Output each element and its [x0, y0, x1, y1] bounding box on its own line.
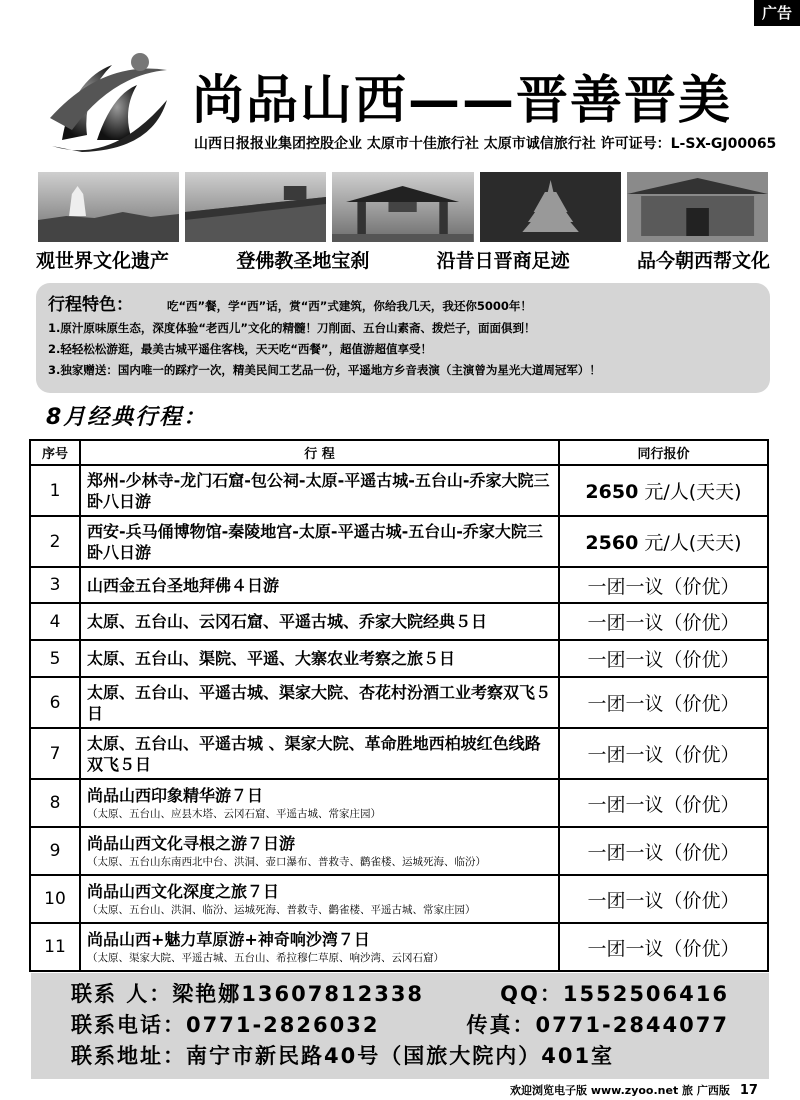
- row-number: 8: [30, 779, 80, 827]
- table-row: [30, 465, 768, 516]
- footer-text: 欢迎浏览电子版 www.zyoo.net 旅 广西版: [510, 1084, 730, 1097]
- photo-captions: [36, 246, 770, 273]
- row-route: [80, 516, 559, 567]
- row-price: [559, 827, 768, 875]
- price-unit: 元/人(天天): [644, 481, 742, 503]
- table-row: [30, 640, 768, 677]
- page-title: 尚品山西——晋善晋美: [192, 71, 733, 131]
- features-label: 行程特色：: [48, 295, 133, 315]
- table-row: [30, 603, 768, 640]
- photo-wooden-pagoda: [480, 172, 621, 242]
- row-route: [80, 677, 559, 728]
- table-row: [30, 923, 768, 971]
- row-number: 5: [30, 640, 80, 677]
- row-route: [80, 779, 559, 827]
- price-amount: 2650: [585, 481, 639, 503]
- route-title: 太原、五台山、渠院、平遥、大寨农业考察之旅５日: [87, 649, 456, 668]
- route-detail: （太原、五台山、应县木塔、云冈石窟、平遥古城、常家庄园）: [87, 807, 381, 820]
- caption-4: 品今朝西帮文化: [636, 250, 770, 272]
- table-row: [30, 567, 768, 603]
- table-row: [30, 516, 768, 567]
- row-price: [559, 779, 768, 827]
- company-logo: [42, 40, 174, 160]
- feature-item-2: 2.轻轻松松游逛，最美古城平遥住客栈，天天吃“西餐”，超值游超值享受！: [48, 342, 432, 356]
- route-title: 西安-兵马俑博物馆-秦陵地宫-太原-平遥古城-五台山-乔家大院三卧八日游: [87, 521, 543, 562]
- header-route: 行 程: [80, 440, 559, 465]
- route-title: 郑州-少林寺-龙门石窟-包公祠-太原-平遥古城-五台山-乔家大院三卧八日游: [87, 470, 550, 511]
- row-number: 3: [30, 567, 80, 603]
- page-footer: [510, 1082, 758, 1098]
- row-route: [80, 923, 559, 971]
- section-title: 8月经典行程：: [46, 405, 208, 430]
- price-unit: 一团一议（价优）: [587, 744, 740, 766]
- table-row: [30, 677, 768, 728]
- table-row: [30, 779, 768, 827]
- row-number: 6: [30, 677, 80, 728]
- row-price: [559, 677, 768, 728]
- itinerary-table: [29, 439, 769, 972]
- row-price: [559, 603, 768, 640]
- row-route: [80, 728, 559, 779]
- caption-2: 登佛教圣地宝刹: [236, 250, 370, 272]
- row-price: [559, 728, 768, 779]
- route-title: 太原、五台山、平遥古城、渠家大院、杏花村汾酒工业考察双飞５日: [87, 682, 552, 723]
- header-price: 同行报价: [559, 440, 768, 465]
- route-detail: （太原、五台山、洪洞、临汾、运城死海、普救寺、鹳雀楼、平遥古城、常家庄园）: [87, 903, 476, 916]
- contact-fax: 传真：0771-2844077: [466, 1013, 729, 1037]
- photo-pagoda-temple: [38, 172, 179, 242]
- table-header-row: [30, 440, 768, 465]
- contact-phone: 联系电话：0771-2826032: [71, 1013, 380, 1037]
- row-number: 4: [30, 603, 80, 640]
- price-unit: 一团一议（价优）: [587, 889, 740, 912]
- row-route: [80, 640, 559, 677]
- caption-3: 沿昔日晋商足迹: [436, 250, 570, 272]
- row-number: 11: [30, 923, 80, 971]
- photo-strip: [38, 172, 768, 242]
- row-number: 2: [30, 516, 80, 567]
- route-title: 尚品山西文化深度之旅７日: [87, 881, 280, 901]
- page-number: 17: [739, 1083, 758, 1098]
- price-unit: 一团一议（价优）: [587, 612, 740, 634]
- price-amount: 2560: [585, 532, 639, 554]
- contact-person: 联系 人：梁艳娜13607812338: [71, 982, 425, 1006]
- photo-memorial-archway: [332, 172, 473, 242]
- price-unit: 一团一议（价优）: [587, 575, 740, 598]
- row-price: [559, 875, 768, 923]
- contact-address: 联系地址：南宁市新民路40号（国旅大院内）401室: [71, 1044, 615, 1068]
- company-credentials: 山西日报报业集团控股企业 太原市十佳旅行社 太原市诚信旅行社 许可证号：L-SX-GJ00065: [194, 136, 777, 152]
- price-unit: 一团一议（价优）: [587, 841, 740, 864]
- row-number: 10: [30, 875, 80, 923]
- price-unit: 一团一议（价优）: [587, 693, 740, 715]
- row-price: [559, 516, 768, 567]
- row-route: [80, 827, 559, 875]
- route-detail: （太原、五台山东南西北中台、洪洞、壶口瀑布、普救寺、鹳雀楼、运城死海、临汾）: [87, 855, 486, 868]
- table-row: [30, 875, 768, 923]
- route-title: 尚品山西+魅力草原游+神奇响沙湾７日: [87, 929, 370, 949]
- feature-item-1: 1.原汁原味原生态，深度体验“老西儿”文化的精髓！刀削面、五台山素斋、拨烂子，面面俱到！: [48, 321, 536, 335]
- table-row: [30, 728, 768, 779]
- row-route: [80, 875, 559, 923]
- price-unit: 一团一议（价优）: [587, 937, 740, 960]
- contact-box: [31, 973, 769, 1079]
- row-number: 1: [30, 465, 80, 516]
- features-intro: 吃“西”餐，学“西”话，赏“西”式建筑，你给我几天，我还你5000年！: [167, 299, 532, 313]
- row-price: [559, 923, 768, 971]
- route-title: 太原、五台山、平遥古城 、渠家大院、革命胜地西柏坡红色线路双飞５日: [87, 733, 541, 774]
- header-no: 序号: [30, 440, 80, 465]
- row-route: [80, 567, 559, 603]
- feature-item-3: 3.独家赠送：国内唯一的踩疗一次，精美民间工艺品一份，平遥地方乡音表演（主演曾为星光大道周冠军）！: [48, 363, 601, 377]
- table-row: [30, 827, 768, 875]
- row-number: 7: [30, 728, 80, 779]
- contact-qq: QQ：1552506416: [500, 982, 729, 1006]
- price-unit: 一团一议（价优）: [587, 649, 740, 671]
- route-title: 山西金五台圣地拜佛４日游: [87, 575, 280, 595]
- row-price: [559, 640, 768, 677]
- row-route: [80, 603, 559, 640]
- price-unit: 一团一议（价优）: [587, 793, 740, 816]
- price-unit: 元/人(天天): [644, 532, 742, 554]
- photo-city-wall: [185, 172, 326, 242]
- route-detail: （太原、渠家大院、平遥古城、五台山、希拉穆仁草原、响沙湾、云冈石窟）: [87, 951, 444, 964]
- row-route: [80, 465, 559, 516]
- row-price: [559, 567, 768, 603]
- route-title: 太原、五台山、云冈石窟、平遥古城、乔家大院经典５日: [87, 612, 488, 631]
- caption-1: 观世界文化遗产: [36, 250, 170, 272]
- route-title: 尚品山西文化寻根之游７日游: [87, 833, 296, 853]
- photo-courtyard: [627, 172, 768, 242]
- row-price: [559, 465, 768, 516]
- ad-tag: 广告: [754, 0, 800, 26]
- tour-features-box: [36, 283, 770, 393]
- row-number: 9: [30, 827, 80, 875]
- route-title: 尚品山西印象精华游７日: [87, 785, 264, 805]
